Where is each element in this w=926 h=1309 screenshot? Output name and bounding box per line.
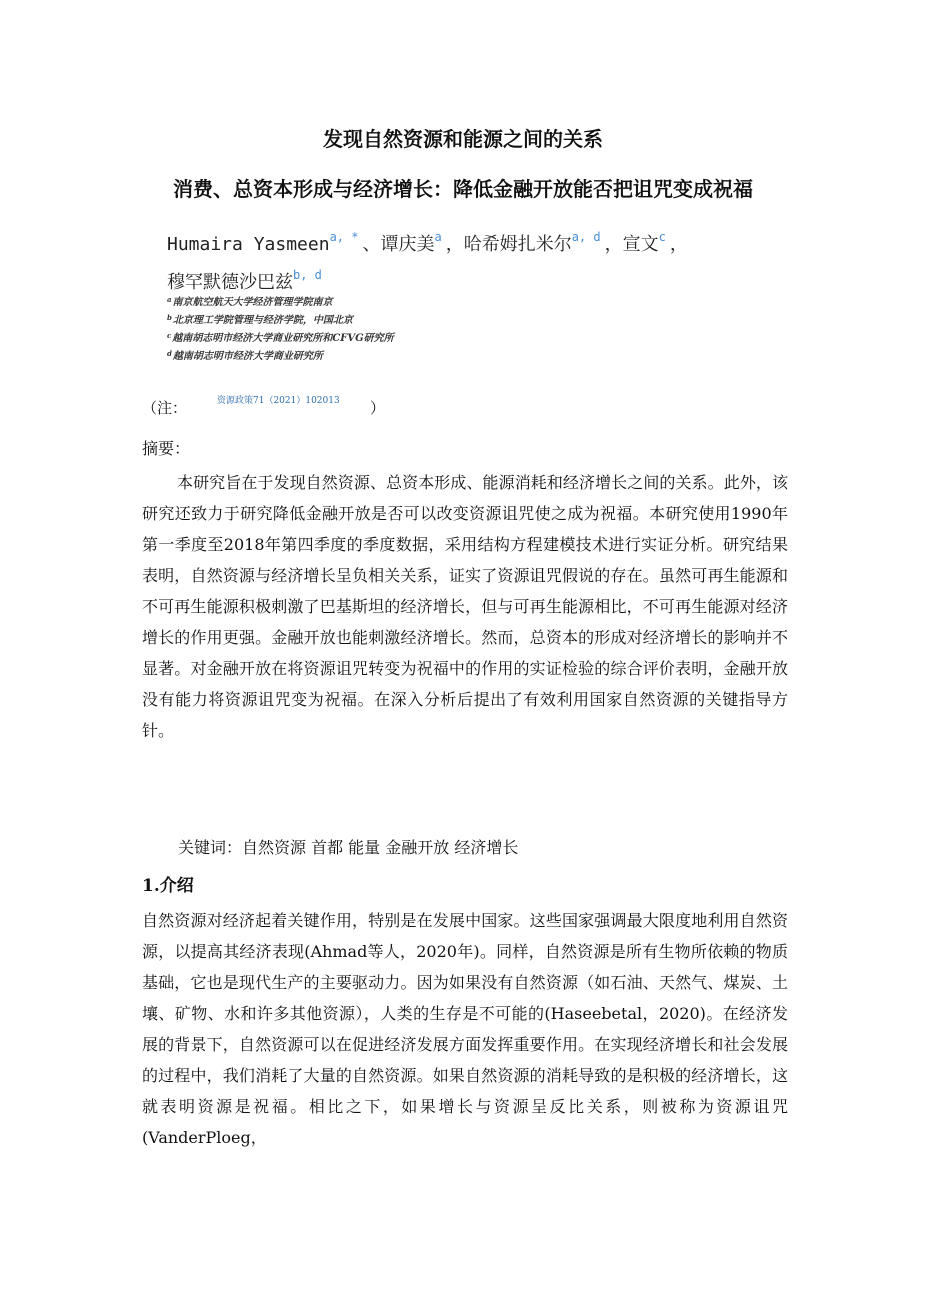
paper-title: 发现自然资源和能源之间的关系 xyxy=(323,127,603,151)
author-sup: a xyxy=(434,230,442,244)
affiliation-item: $^c$越南胡志明市经济大学商业研究所和CFVG研究所 xyxy=(167,331,394,344)
affiliation-list xyxy=(167,292,394,364)
affiliation-item: $^d$越南胡志明市经济大学商业研究所 xyxy=(167,349,323,362)
author-list xyxy=(167,222,807,298)
citation-note xyxy=(142,396,386,418)
author-name: 、谭庆美 xyxy=(362,234,435,255)
author-name: ，哈希姆扎米尔 xyxy=(445,234,572,255)
author-name: ，宣文 xyxy=(604,234,659,255)
author-name: 穆罕默德沙巴兹 xyxy=(167,272,293,293)
affiliation-item: $^b$北京理工学院管理与经济学院，中国北京 xyxy=(167,313,353,326)
author-sup: c xyxy=(658,230,666,244)
abstract-heading: 摘要： xyxy=(142,439,191,458)
note-open: （注： xyxy=(142,399,188,417)
paper-subtitle: 消费、总资本形成与经济增长：降低金融开放能否把诅咒变成祝福 xyxy=(173,177,753,201)
author-sup: a, d xyxy=(571,230,601,244)
section-heading: 1.介绍 xyxy=(142,876,194,896)
note-close: ） xyxy=(370,399,386,417)
abstract-body: 本研究旨在于发现自然资源、总资本形成、能源消耗和经济增长之间的关系。此外，该研究还致力于研究降低金融开放是否可以改变资源诅咒使之成为祝福。本研究使用1990年第一季度至2018年第四季度的季度数据，采用结构方程建模技术进行实证分析。研究结果表明，自然资源与经济增长呈负相关关系，证实了资源诅咒假说的存在。虽然可再生能源和不可再生能源积极刺激了巴基斯坦的经济增长，但与可再生能源相比，不可再生能源对经济增长的作用更强。金融开放也能刺激经济增长。然而，总资本的形成对经济增长的影响并不显著。对金融开放在将资源诅咒转变为祝福中的作用的实证检验的综合评价表明，金融开放没有能力将资源诅咒变为祝福。在深入分析后提出了有效利用国家自然资源的关键指导方针。 xyxy=(142,473,788,740)
affiliation-item: $^a$南京航空航天大学经济管理学院南京 xyxy=(167,295,333,308)
author-name: Humaira Yasmeen xyxy=(167,234,330,255)
author-sup: b, d xyxy=(293,268,322,282)
author-sup: a, * xyxy=(329,230,359,244)
author-sep: ， xyxy=(669,234,688,255)
keywords-line: 关键词：自然资源 首都 能量 金融开放 经济增长 xyxy=(178,838,519,857)
intro-body: 自然资源对经济起着关键作用，特别是在发展中国家。这些国家强调最大限度地利用自然资源，以提高其经济表现(Ahmad等人，2020年)。同样，自然资源是所有生物所依赖的物质基础，它也是现代生产的主要驱动力。因为如果没有自然资源（如石油、天然气、煤炭、土壤、矿物、水和许多其他资源），人类的生存是不可能的(Haseebetal，2020)。在经济发展的背景下，自然资源可以在促进经济发展方面发挥重要作用。在实现经济增长和社会发展的过程中，我们消耗了大量的自然资源。如果自然资源的消耗导致的是积极的经济增长，这就表明资源是祝福。相比之下，如果增长与资源呈反比关系，则被称为资源诅咒(VanderPloeg， xyxy=(142,911,788,1147)
journal-reference: 资源政策71（2021）102013 xyxy=(217,396,340,406)
